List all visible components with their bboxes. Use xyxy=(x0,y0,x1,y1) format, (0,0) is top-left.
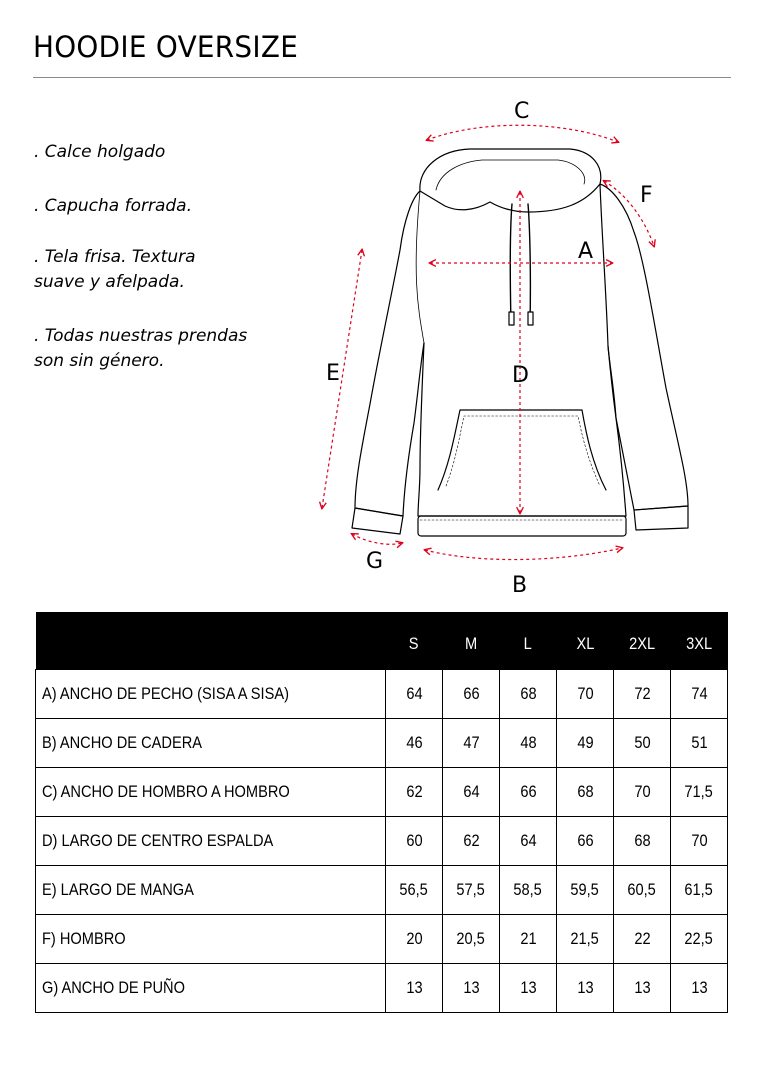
table-cell: 68 xyxy=(614,817,671,866)
table-cell: 60 xyxy=(386,817,443,866)
row-label: G) ANCHO DE PUÑO xyxy=(36,964,386,1013)
size-header: S xyxy=(386,612,443,670)
measure-label-e: E xyxy=(326,361,340,386)
table-cell: 66 xyxy=(443,670,500,719)
table-cell: 68 xyxy=(500,670,557,719)
drawstring-right xyxy=(528,204,530,324)
row-label: B) ANCHO DE CADERA xyxy=(36,719,386,768)
table-row xyxy=(36,670,728,719)
kangaroo-pocket xyxy=(438,410,606,490)
table-cell: 20,5 xyxy=(443,915,500,964)
table-cell: 58,5 xyxy=(500,866,557,915)
measure-line-b xyxy=(425,548,622,560)
table-cell: 61,5 xyxy=(671,866,728,915)
size-header: XL xyxy=(557,612,614,670)
measure-label-d: D xyxy=(512,363,529,388)
table-cell: 64 xyxy=(443,768,500,817)
table-cell: 21 xyxy=(500,915,557,964)
aglet-right xyxy=(528,312,533,325)
table-cell: 48 xyxy=(500,719,557,768)
table-cell: 62 xyxy=(386,768,443,817)
row-label: F) HOMBRO xyxy=(36,915,386,964)
table-cell: 66 xyxy=(557,817,614,866)
table-row xyxy=(36,915,728,964)
table-cell: 50 xyxy=(614,719,671,768)
feature-item: . Capucha forrada. xyxy=(34,196,192,216)
table-cell: 64 xyxy=(500,817,557,866)
header-blank-cell xyxy=(36,612,386,670)
table-cell: 62 xyxy=(443,817,500,866)
table-cell: 22,5 xyxy=(671,915,728,964)
feature-item: . Tela frisa. Textura suave y afelpada. xyxy=(34,247,196,292)
table-cell: 72 xyxy=(614,670,671,719)
table-cell: 57,5 xyxy=(443,866,500,915)
feature-list xyxy=(34,140,294,402)
table-cell: 13 xyxy=(500,964,557,1013)
table-cell: 22 xyxy=(614,915,671,964)
hoodie-diagram xyxy=(300,88,720,600)
measure-label-a: A xyxy=(578,239,594,264)
size-header-row xyxy=(36,612,728,670)
hood-inner-line xyxy=(436,160,585,190)
table-cell: 13 xyxy=(557,964,614,1013)
table-cell: 21,5 xyxy=(557,915,614,964)
table-cell: 47 xyxy=(443,719,500,768)
size-table xyxy=(35,612,728,1013)
table-cell: 64 xyxy=(386,670,443,719)
table-row xyxy=(36,866,728,915)
pocket-inner xyxy=(446,416,600,486)
left-armhole xyxy=(416,191,424,343)
measure-label-c: C xyxy=(514,99,530,124)
title-divider xyxy=(33,77,731,78)
hem-band xyxy=(418,516,626,536)
measure-label-g: G xyxy=(366,549,384,574)
measure-label-b: B xyxy=(512,573,528,598)
table-cell: 20 xyxy=(386,915,443,964)
measure-line-c xyxy=(427,125,618,142)
table-cell: 13 xyxy=(671,964,728,1013)
table-cell: 51 xyxy=(671,719,728,768)
drawstring-left xyxy=(510,204,512,324)
aglet-left xyxy=(509,312,514,325)
table-row xyxy=(36,964,728,1013)
body xyxy=(418,184,626,516)
table-row xyxy=(36,719,728,768)
measure-lines xyxy=(322,125,654,559)
row-label: C) ANCHO DE HOMBRO A HOMBRO xyxy=(36,768,386,817)
table-cell: 13 xyxy=(386,964,443,1013)
table-cell: 70 xyxy=(557,670,614,719)
feature-item: . Calce holgado xyxy=(34,142,166,162)
size-header: 2XL xyxy=(614,612,671,670)
table-row xyxy=(36,817,728,866)
size-header: M xyxy=(443,612,500,670)
table-cell: 13 xyxy=(443,964,500,1013)
right-sleeve xyxy=(600,184,688,510)
table-cell: 49 xyxy=(557,719,614,768)
size-header: L xyxy=(500,612,557,670)
page-title: HOODIE OVERSIZE xyxy=(33,30,299,64)
row-label: D) LARGO DE CENTRO ESPALDA xyxy=(36,817,386,866)
table-cell: 59,5 xyxy=(557,866,614,915)
table-cell: 68 xyxy=(557,768,614,817)
table-row xyxy=(36,768,728,817)
row-label: E) LARGO DE MANGA xyxy=(36,866,386,915)
table-cell: 71,5 xyxy=(671,768,728,817)
row-label: A) ANCHO DE PECHO (SISA A SISA) xyxy=(36,670,386,719)
left-sleeve xyxy=(355,191,424,516)
table-cell: 56,5 xyxy=(386,866,443,915)
size-header: 3XL xyxy=(671,612,728,670)
table-cell: 13 xyxy=(614,964,671,1013)
table-cell: 70 xyxy=(614,768,671,817)
right-cuff xyxy=(634,506,688,530)
table-cell: 46 xyxy=(386,719,443,768)
table-cell: 66 xyxy=(500,768,557,817)
measure-labels xyxy=(326,99,653,598)
hood-shape xyxy=(420,149,601,212)
measure-line-g xyxy=(352,534,402,544)
table-cell: 74 xyxy=(671,670,728,719)
left-cuff xyxy=(352,508,403,534)
feature-item: . Todas nuestras prendas son sin género. xyxy=(34,326,248,371)
measure-label-f: F xyxy=(640,183,653,208)
table-cell: 60,5 xyxy=(614,866,671,915)
table-cell: 70 xyxy=(671,817,728,866)
